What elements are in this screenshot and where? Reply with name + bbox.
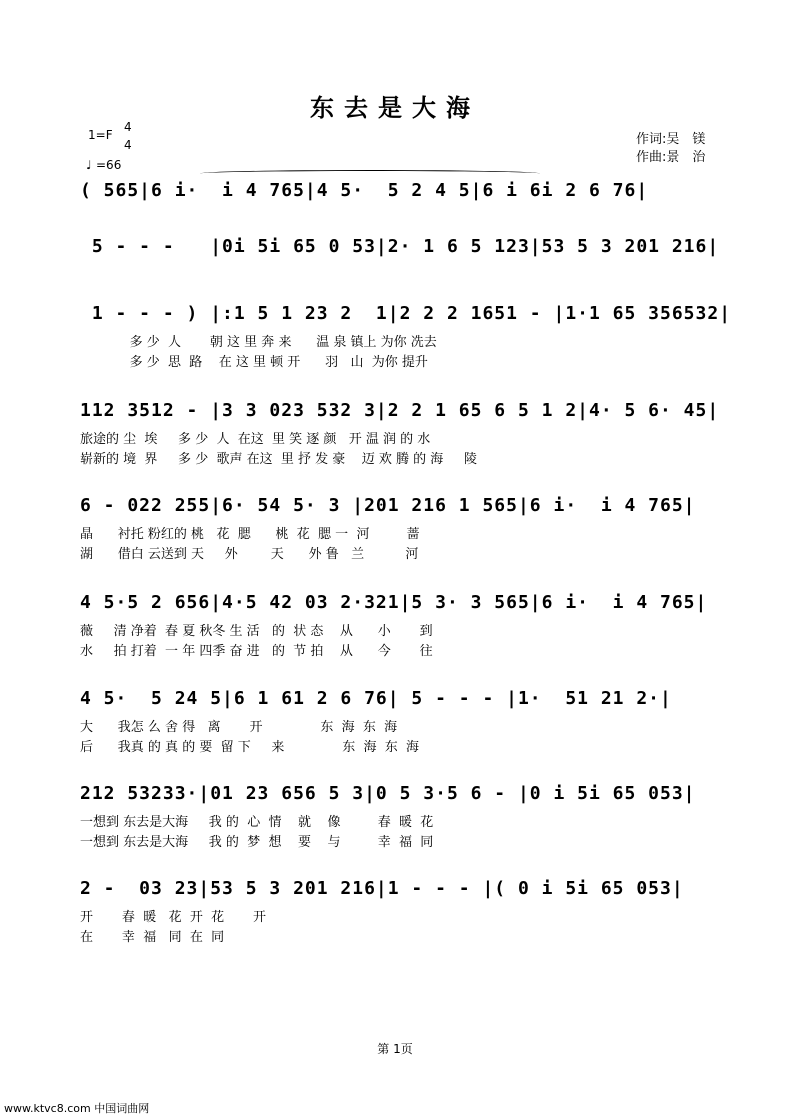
lyrics-line-5-verse-2: 湖 借白 云送到 天 外 天 外 鲁 兰 河 bbox=[80, 547, 419, 562]
notes-line-2: 5 - - - |0i 5i 65 0 53|2· 1 6 5 123|53 5 3 201 216| bbox=[80, 236, 720, 257]
notes-line-1: ( 565|6 i· i 4 765|4 5· 5 2 4 5|6 i 6i 2 6 76| bbox=[80, 180, 649, 201]
notes-line-6: 4 5·5 2 656|4·5 42 03 2·321|5 3· 3 565|6 i· i 4 765| bbox=[80, 592, 708, 613]
lyrics-line-4-verse-1: 旅途的 尘 埃 多 少 人 在这 里 笑 逐 颜 开 温 润 的 水 bbox=[80, 432, 431, 447]
lyrics-line-8-verse-2: 一想到 东去是大海 我 的 梦 想 要 与 幸 福 同 bbox=[80, 835, 434, 850]
time-signature-bottom: 4 bbox=[124, 138, 132, 152]
lyrics-line-6-verse-2: 水 拍 打着 一 年 四季 奋 进 的 节 拍 从 今 往 bbox=[80, 644, 433, 659]
score-line-7 bbox=[80, 688, 740, 768]
score-line-5 bbox=[80, 495, 740, 575]
time-signature-top: 4 bbox=[124, 120, 132, 134]
song-title: 东去是大海 bbox=[310, 94, 480, 122]
notes-line-3: 1 - - - ) |:1 5 1 23 2 1|2 2 2 1651 - |1·1 65 356532| bbox=[80, 303, 732, 324]
lyrics-line-7-verse-2: 后 我真 的 真 的 要 留 下 来 东 海 东 海 bbox=[80, 740, 420, 755]
notes-line-7: 4 5· 5 24 5|6 1 61 2 6 76| 5 - - - |1· 51 21 2·| bbox=[80, 688, 672, 709]
score-line-1 bbox=[80, 180, 740, 240]
lyrics-line-5-verse-1: 晶 衬托 粉红的 桃 花 腮 桃 花 腮 一 河 蔷 bbox=[80, 527, 420, 542]
quarter-note-icon: ♩ bbox=[86, 158, 92, 172]
tempo-mark: =66 bbox=[96, 158, 122, 172]
page-number: 第 1页 bbox=[377, 1042, 413, 1056]
lyrics-line-4-verse-2: 崭新的 境 界 多 少 歌声 在这 里 抒 发 豪 迈 欢 腾 的 海 陵 bbox=[80, 452, 477, 467]
lyrics-line-8-verse-1: 一想到 东去是大海 我 的 心 情 就 像 春 暖 花 bbox=[80, 815, 434, 830]
site-watermark: www.ktvc8.com 中国词曲网 bbox=[4, 1102, 150, 1115]
notes-line-8: 212 53233·|01 23 656 5 3|0 5 3·5 6 - |0 i 5i 65 053| bbox=[80, 783, 696, 804]
lyricist-credit: 作词:吴 镁 bbox=[636, 132, 706, 147]
lyrics-line-6-verse-1: 薇 清 净着 春 夏 秋冬 生 活 的 状 态 从 小 到 bbox=[80, 624, 433, 639]
notes-line-9: 2 - 03 23|53 5 3 201 216|1 - - - |( 0 i 5i 65 053| bbox=[80, 878, 684, 899]
lyrics-line-9-verse-2: 在 幸 福 同 在 同 bbox=[80, 930, 225, 945]
score-line-6 bbox=[80, 592, 740, 672]
composer-credit: 作曲:景 治 bbox=[636, 150, 706, 165]
score-line-8 bbox=[80, 783, 740, 863]
lyrics-line-7-verse-1: 大 我怎 么 舍 得 离 开 东 海 东 海 bbox=[80, 720, 398, 735]
lyrics-line-9-verse-1: 开 春 暖 花 开 花 开 bbox=[80, 910, 267, 925]
score-line-2 bbox=[80, 236, 740, 296]
score-line-3 bbox=[80, 303, 740, 383]
key-signature: 1=F bbox=[88, 128, 113, 142]
lyrics-line-3-verse-1: 多 少 人 朝 这 里 奔 来 温 泉 镇上 为你 冼去 bbox=[80, 335, 437, 350]
notes-line-5: 6 - 022 255|6· 54 5· 3 |201 216 1 565|6 i· i 4 765| bbox=[80, 495, 696, 516]
score-line-9 bbox=[80, 878, 740, 958]
score-line-4 bbox=[80, 400, 740, 480]
notes-line-4: 112 3512 - |3 3 023 532 3|2 2 1 65 6 5 1 2|4· 5 6· 45| bbox=[80, 400, 720, 421]
lyrics-line-3-verse-2: 多 少 思 路 在 这 里 顿 开 羽 山 为你 提升 bbox=[80, 355, 428, 370]
